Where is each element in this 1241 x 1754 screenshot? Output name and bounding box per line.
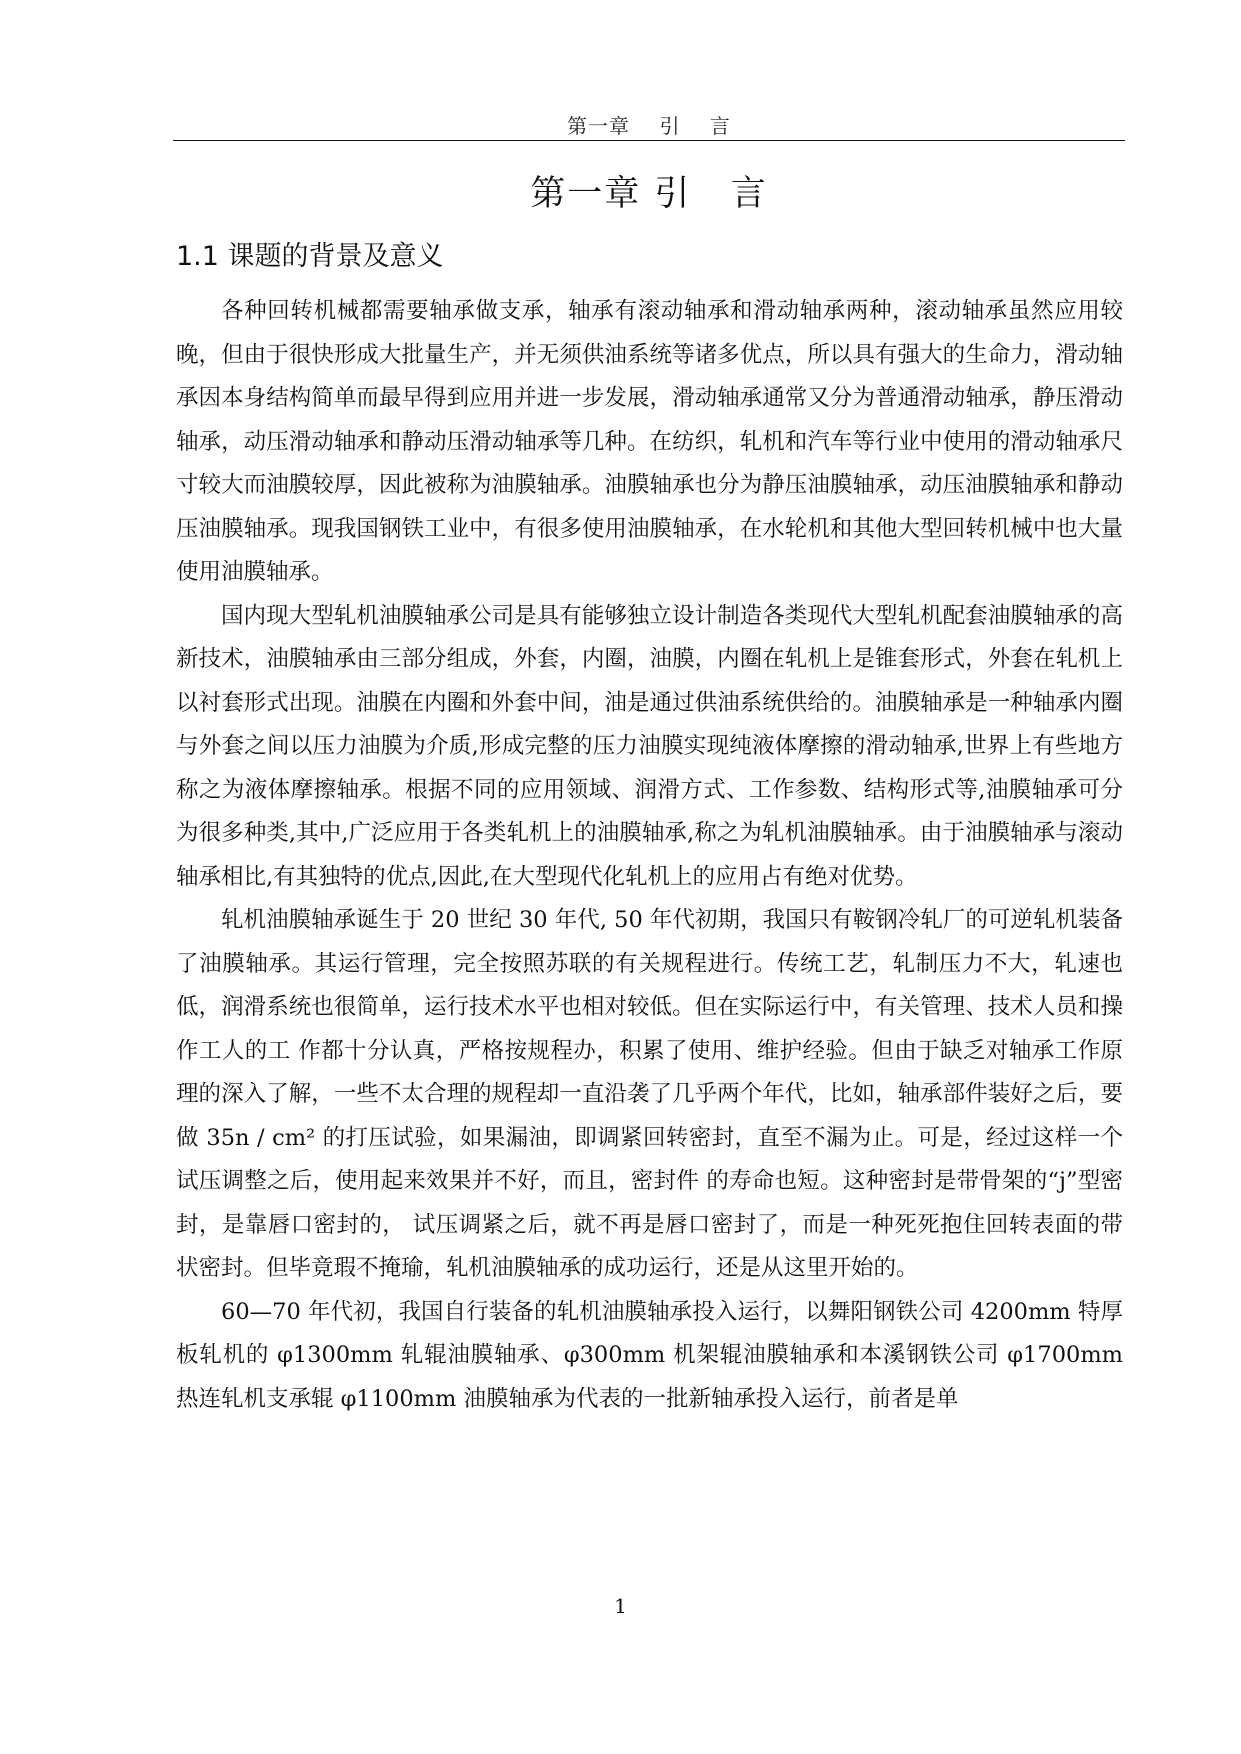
paragraph-3: 轧机油膜轴承诞生于 20 世纪 30 年代, 50 年代初期，我国只有鞍钢冷轧厂的可逆轧机装备了油膜轴承。其运行管理，完全按照苏联的有关规程进行。传统工艺，轧制压力不大，轧速也低，润滑系统也很简单，运行技术水平也相对较低。但在实际运行中，有关管理、技术人员和操作工人的工 作都十分认真，严格按规程办，积累了使用、维护经验。但由于缺乏对轴承工作原理的深入了解，一些不太合理的规程却一直沿袭了几乎两个年代，比如，轴承部件装好之后，要做 35n / cm² 的打压试验，如果漏油，即调紧回转密封，直至不漏为止。可是，经过这样一个试压调整之后，使用起来效果并不好，而且，密封件 的寿命也短。这种密封是带骨架的“j”型密封，是靠唇口密封的， 试压调紧之后，就不再是唇口密封了，而是一种死死抱住回转表面的带状密封。但毕竟瑕不掩瑜，轧机油膜轴承的成功运行，还是从这里开始的。 [176,907,1123,1281]
body-text [176,290,1123,1421]
header-rule [173,140,1125,141]
paragraph-2: 国内现大型轧机油膜轴承公司是具有能够独立设计制造各类现代大型轧机配套油膜轴承的高新技术，油膜轴承由三部分组成，外套，内圈，油膜，内圈在轧机上是锥套形式，外套在轧机上以衬套形式出现。油膜在内圈和外套中间，油是通过供油系统供给的。油膜轴承是一种轴承内圈与外套之间以压力油膜为介质,形成完整的压力油膜实现纯液体摩擦的滑动轴承,世界上有些地方称之为液体摩擦轴承。根据不同的应用领域、润滑方式、工作参数、结构形式等,油膜轴承可分为很多种类,其中,广泛应用于各类轧机上的油膜轴承,称之为轧机油膜轴承。由于油膜轴承与滚动轴承相比,有其独特的优点,因此,在大型现代化轧机上的应用占有绝对优势。 [176,602,1123,890]
section-heading: 1.1 课题的背景及意义 [176,241,444,272]
chapter-title: 第一章 引 言 [530,174,768,214]
page-number: 1 [614,1594,627,1618]
running-header: 第一章 引 言 [567,114,731,138]
paragraph-4: 60—70 年代初，我国自行装备的轧机油膜轴承投入运行，以舞阳钢铁公司 4200mm 特厚板轧机的 φ1300mm 轧辊油膜轴承、φ300mm 机架辊油膜轴承和本溪钢铁公司 φ1700mm 热连轧机支承辊 φ1100mm 油膜轴承为代表的一批新轴承投入运行，前者是单 [176,1298,1123,1412]
paragraph-1: 各种回转机械都需要轴承做支承，轴承有滚动轴承和滑动轴承两种，滚动轴承虽然应用较晚，但由于很快形成大批量生产，并无须供油系统等诸多优点，所以具有强大的生命力，滑动轴承因本身结构简单而最早得到应用并进一步发展，滑动轴承通常又分为普通滑动轴承，静压滑动轴承，动压滑动轴承和静动压滑动轴承等几种。在纺织，轧机和汽车等行业中使用的滑动轴承尺寸较大而油膜较厚，因此被称为油膜轴承。油膜轴承也分为静压油膜轴承，动压油膜轴承和静动压油膜轴承。现我国钢铁工业中，有很多使用油膜轴承，在水轮机和其他大型回转机械中也大量使用油膜轴承。 [176,298,1123,585]
